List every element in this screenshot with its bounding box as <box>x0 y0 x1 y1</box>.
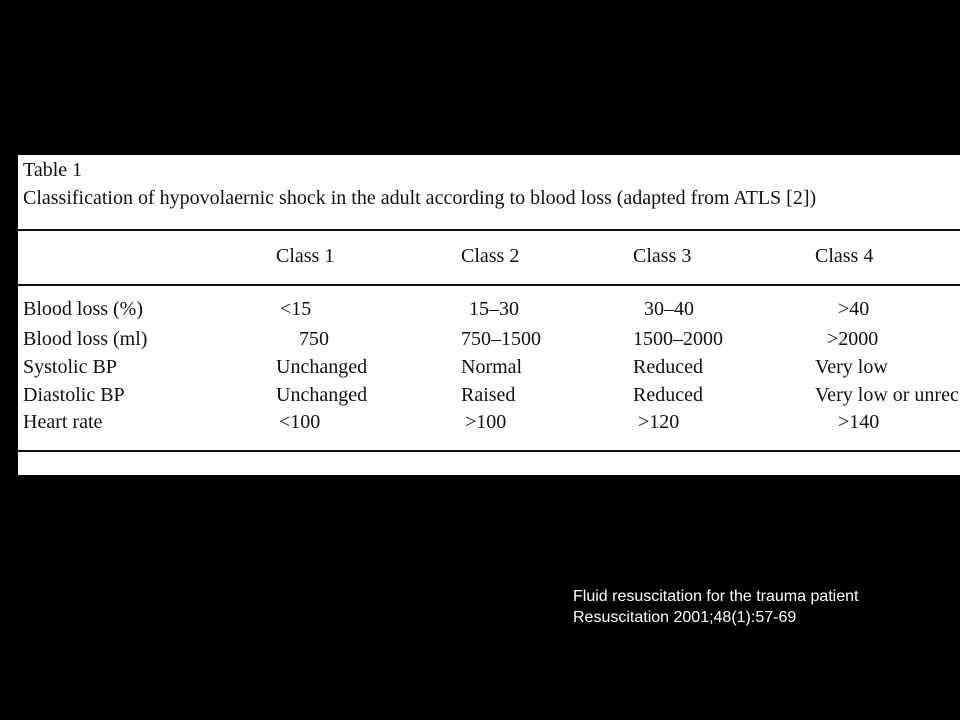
table-cell: Unchanged <box>276 356 368 378</box>
table-cell: Unchanged <box>276 384 368 406</box>
citation-title: Fluid resuscitation for the trauma patient <box>573 588 859 605</box>
table-row-heart-rate <box>18 409 960 435</box>
column-header-class-4: Class 4 <box>815 245 874 267</box>
table-cell: 1500–2000 <box>633 328 723 350</box>
table-cell: >100 <box>465 411 507 433</box>
table-caption: Classification of hypovolaernic shock in the adult according to blood loss (adapted from ATLS [2]) <box>23 187 817 209</box>
row-label: Heart rate <box>23 411 103 433</box>
row-label: Systolic BP <box>23 356 117 378</box>
row-label: Blood loss (%) <box>23 298 143 320</box>
table-image <box>18 155 960 475</box>
table-cell: Very low <box>815 356 888 378</box>
citation-source: Resuscitation 2001;48(1):57-69 <box>573 609 797 626</box>
table-header-rule <box>18 284 960 286</box>
table-row-blood-loss-percent <box>18 296 960 322</box>
table-cell: Normal <box>461 356 523 378</box>
table-cell: >2000 <box>827 328 879 350</box>
table-cell: 30–40 <box>644 298 694 320</box>
table-bottom-rule <box>18 450 960 452</box>
row-label: Blood loss (ml) <box>23 328 148 350</box>
table-cell: 15–30 <box>469 298 519 320</box>
table-cell: >40 <box>838 298 870 320</box>
table-cell: <100 <box>279 411 321 433</box>
table-cell: 750–1500 <box>461 328 541 350</box>
table-cell: Reduced <box>633 384 703 406</box>
table-cell: Very low or unrec <box>815 384 959 406</box>
table-cell: Raised <box>461 384 516 406</box>
column-header-class-1: Class 1 <box>276 245 335 267</box>
row-label: Diastolic BP <box>23 384 125 406</box>
table-row-systolic-bp <box>18 354 960 380</box>
table-top-rule <box>18 229 960 231</box>
table-label: Table 1 <box>23 159 83 181</box>
table-cell: Reduced <box>633 356 703 378</box>
table-cell: <15 <box>280 298 312 320</box>
column-header-class-3: Class 3 <box>633 245 692 267</box>
table-row-diastolic-bp <box>18 382 960 408</box>
table-cell: 750 <box>299 328 329 350</box>
column-header-class-2: Class 2 <box>461 245 520 267</box>
table-row-blood-loss-ml <box>18 326 960 352</box>
table-cell: >140 <box>838 411 880 433</box>
table-cell: >120 <box>638 411 680 433</box>
citation <box>573 586 858 628</box>
